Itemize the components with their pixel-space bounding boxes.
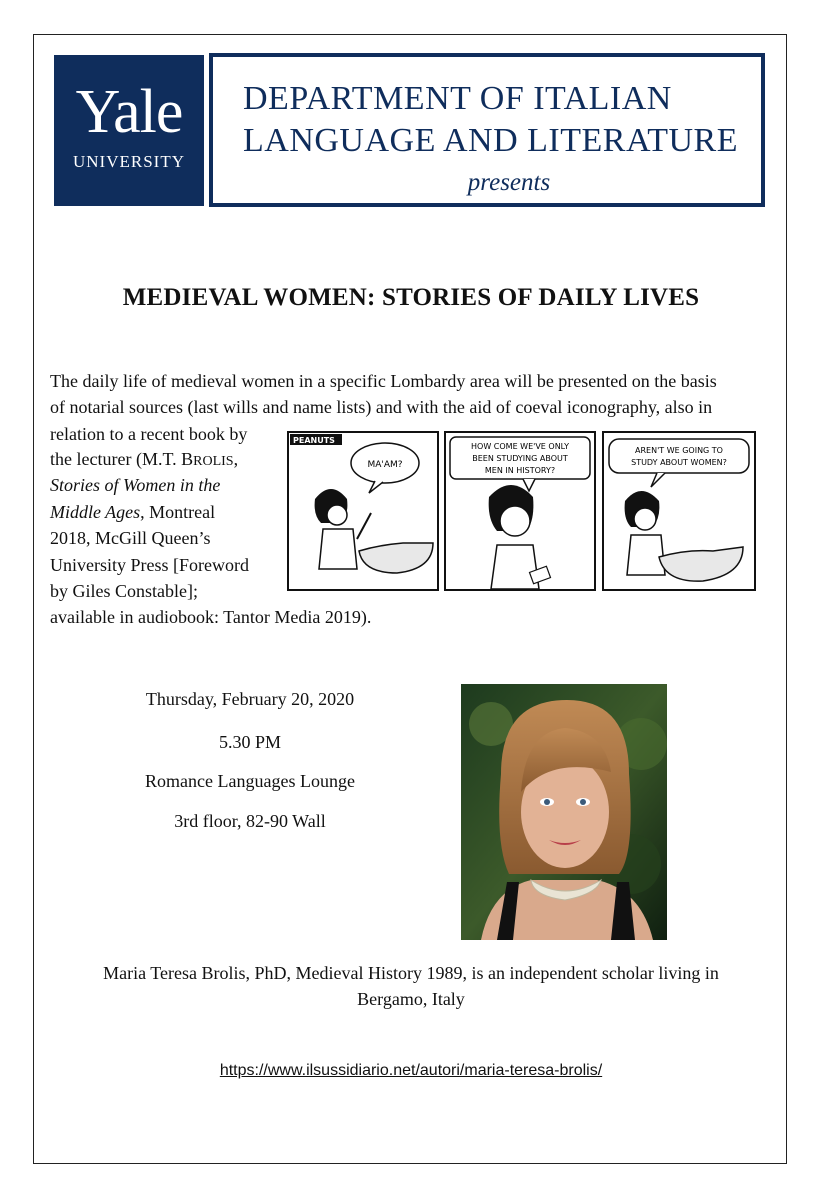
event-date: Thursday, February 20, 2020 — [145, 689, 355, 709]
speech-text-2c: MEN IN HISTORY? — [484, 466, 556, 475]
event-venue: Romance Languages Lounge — [145, 771, 355, 791]
lucy-figure-2 — [489, 485, 551, 589]
lucy-figure-3 — [625, 491, 665, 575]
speech-text-3b: STUDY ABOUT WOMEN? — [631, 458, 727, 467]
event-title: MEDIEVAL WOMEN: STORIES OF DAILY LIVES — [122, 284, 700, 311]
speaker-bio-line1: Maria Teresa Brolis, PhD, Medieval History 1989, is an independent scholar living in — [103, 963, 719, 983]
speech-text-3a: AREN'T WE GOING TO — [635, 446, 723, 455]
description-line: relation to a recent book by — [50, 424, 248, 444]
event-time: 5.30 PM — [218, 732, 281, 752]
description-line — [50, 500, 215, 524]
school-desk-1 — [359, 543, 433, 573]
description-text: , Montreal — [140, 502, 216, 522]
speech-text-1: MA'AM? — [367, 460, 403, 470]
description-line — [50, 447, 238, 474]
peanuts-comic-strip — [287, 431, 756, 591]
department-name-line1: DEPARTMENT OF ITALIAN — [243, 80, 672, 117]
event-floor: 3rd floor, 82-90 Wall — [174, 811, 326, 831]
book-title: Middle Ages — [50, 502, 141, 522]
book-title: Stories of Women in the — [50, 475, 221, 495]
speaker-profile-link[interactable]: https://www.ilsussidiario.net/autori/maria-teresa-brolis/ — [219, 1062, 603, 1079]
author-initial: B — [181, 449, 194, 469]
department-header — [209, 53, 765, 207]
description-line: University Press [Foreword — [50, 555, 249, 575]
department-name-line2: LANGUAGE AND LITERATURE — [243, 122, 739, 159]
description-line: available in audiobook: Tantor Media 2019). — [50, 607, 372, 627]
speaker-bio-line2: Bergamo, Italy — [357, 989, 465, 1009]
description-text: the lecturer (M.T. — [50, 449, 182, 469]
description-line: 2018, McGill Queen’s — [50, 528, 211, 548]
description-text: , — [233, 449, 239, 469]
comic-strip-title: PEANUTS — [293, 436, 335, 445]
speaker-portrait-photo — [461, 684, 667, 940]
author-smallcaps: ROLIS — [193, 454, 234, 469]
yale-logo-wordmark: Yale — [75, 78, 183, 146]
yale-logo-university: UNIVERSITY — [73, 152, 185, 171]
speech-bubble-3 — [609, 439, 749, 473]
school-desk-3 — [659, 547, 743, 581]
presents-label: presents — [467, 169, 551, 196]
description-line: by Giles Constable]; — [50, 581, 198, 601]
yale-logo — [54, 55, 204, 206]
description-line: The daily life of medieval women in a specific Lombardy area will be presented on the basis — [50, 371, 717, 391]
speech-text-2a: HOW COME WE'VE ONLY — [471, 442, 569, 451]
description-line: of notarial sources (last wills and name lists) and with the aid of coeval iconography, also in — [50, 397, 713, 417]
speech-text-2b: BEEN STUDYING ABOUT — [472, 454, 568, 463]
